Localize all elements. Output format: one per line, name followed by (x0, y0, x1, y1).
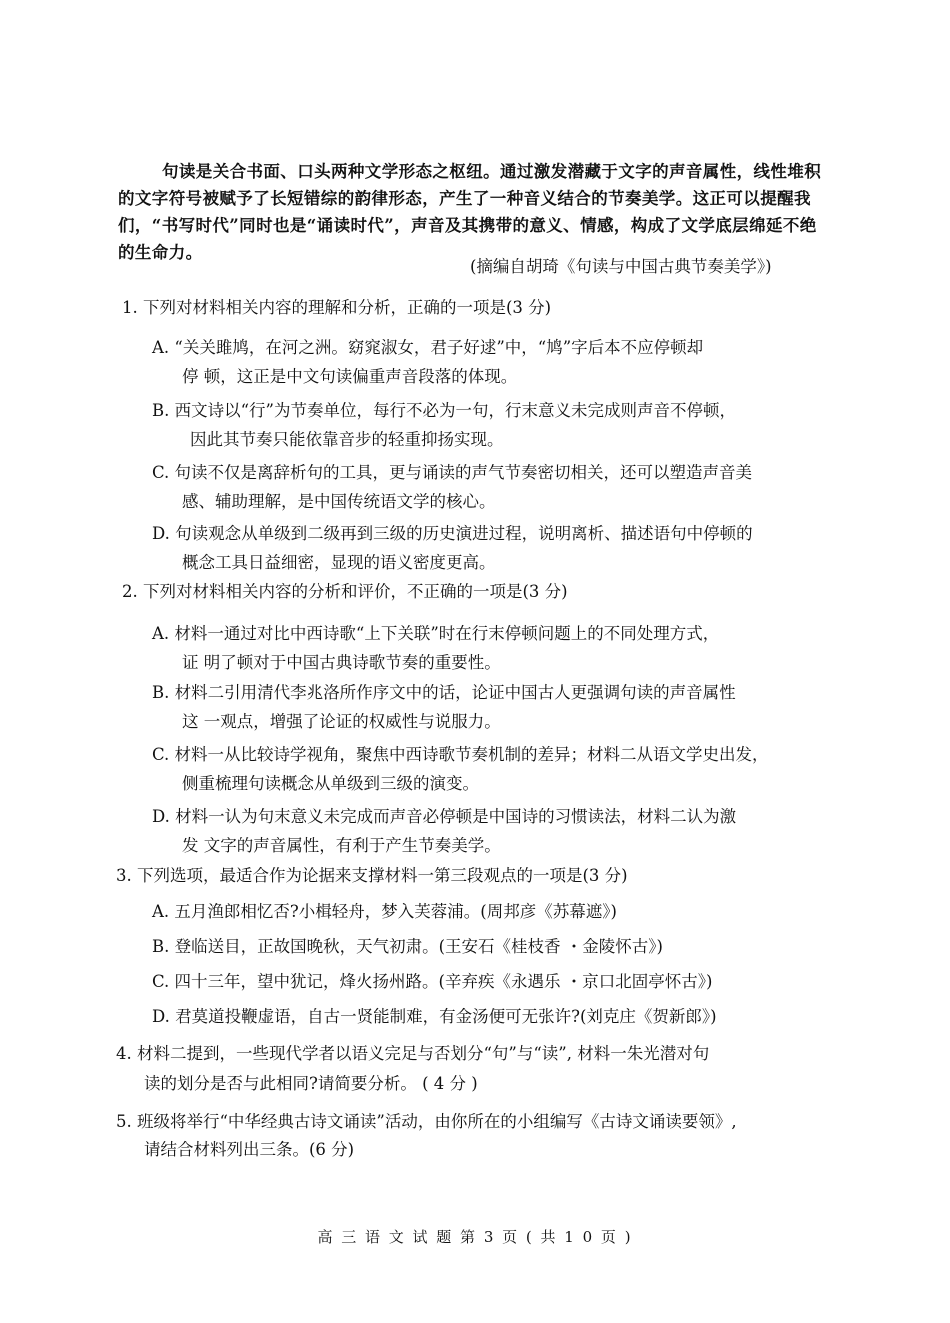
question-1-option-d (152, 519, 753, 577)
question-4-stem-line2: 读的划分是否与此相同?请简要分析。 ( 4 分 ) (144, 1074, 478, 1093)
option-line: C. 句读不仅是离辞析句的工具，更与诵读的声气节奏密切相关，还可以塑造声音美 (152, 463, 753, 482)
option-line: 概念工具日益细密，显现的语义密度更高。 (182, 553, 496, 572)
option-line: 感、辅助理解，是中国传统语文学的核心。 (182, 492, 496, 511)
question-5-stem: 5. 班级将举行“中华经典古诗文诵读”活动，由你所在的小组编写《古诗文诵读要领》, (116, 1112, 737, 1131)
question-3-option-b: B. 登临送目，正故国晚秋，天气初肃。(王安石《桂枝香 ・金陵怀古》) (152, 937, 663, 956)
option-line: A. “关关雎鸠，在河之洲。窈窕淑女，君子好逑”中，“鸠”字后本不应停顿却 (152, 338, 704, 357)
passage-text: 句读是关合书面、口头两种文学形态之枢纽。通过激发潜藏于文字的声音属性，线性堆积的文字符号被赋予了长短错综的韵律形态，产生了一种音义结合的节奏美学。这正可以提醒我们，“书写时代”同时也是“诵读时代”，声音及其携带的意义、情感，构成了文学底层绵延不绝的生命力。 (118, 162, 822, 262)
question-1-option-a (152, 333, 703, 391)
question-1-option-b (152, 396, 736, 454)
question-3-option-c: C. 四十三年，望中犹记，烽火扬州路。(辛弃疾《永遇乐 ・京口北固亭怀古》) (152, 972, 713, 991)
option-line: 停 顿，这正是中文句读偏重声音段落的体现。 (182, 367, 518, 386)
option-line: 因此其节奏只能依靠音步的轻重抑扬实现。 (190, 430, 504, 449)
question-3-option-d: D. 君莫道投鞭虚语，自古一贤能制难，有金汤便可无张许?(刘克庄《贺新郎》) (152, 1007, 717, 1026)
question-2-option-a (152, 619, 719, 677)
passage-source: (摘编自胡琦《句读与中国古典节奏美学》) (470, 257, 772, 276)
question-1-stem: 1. 下列对材料相关内容的理解和分析，正确的一项是(3 分) (122, 298, 552, 317)
option-line: 发 文字的声音属性，有利于产生节奏美学。 (182, 836, 501, 855)
option-line: A. 材料一通过对比中西诗歌“上下关联”时在行末停顿问题上的不同处理方式， (152, 624, 720, 643)
option-line: B. 西文诗以“行”为节奏单位，每行不必为一句，行末意义未完成则声音不停顿， (152, 401, 736, 420)
passage-paragraph (118, 158, 830, 266)
option-line: 这 一观点，增强了论证的权威性与说服力。 (182, 712, 501, 731)
question-1-option-c (152, 458, 752, 516)
question-3-stem: 3. 下列选项，最适合作为论据来支撑材料一第三段观点的一项是(3 分) (116, 866, 628, 885)
question-2-stem: 2. 下列对材料相关内容的分析和评价，不正确的一项是(3 分) (122, 582, 568, 601)
question-5-stem-line2: 请结合材料列出三条。(6 分) (144, 1140, 355, 1159)
question-2-option-b (152, 678, 736, 736)
option-line: 证 明了顿对于中国古典诗歌节奏的重要性。 (182, 653, 501, 672)
option-line: C. 材料一从比较诗学视角，聚焦中西诗歌节奏机制的差异；材料二从语文学史出发， (152, 745, 769, 764)
question-2-option-d (152, 802, 736, 860)
question-4-stem: 4. 材料二提到，一些现代学者以语义完足与否划分“句”与“读”, 材料一朱光潜对句 (116, 1044, 710, 1063)
option-line: D. 句读观念从单级到二级再到三级的历史演进过程，说明离析、描述语句中停顿的 (152, 524, 753, 543)
question-2-option-c (152, 740, 769, 798)
option-line: B. 材料二引用清代李兆洛所作序文中的话，论证中国古人更强调句读的声音属性 (152, 683, 736, 702)
page-footer: 高 三 语 文 试 题 第 3 页 ( 共 1 0 页 ) (317, 1228, 633, 1246)
option-line: 侧重梳理句读概念从单级到三级的演变。 (182, 774, 479, 793)
question-3-option-a: A. 五月渔郎相忆否?小楫轻舟，梦入芙蓉浦。(周邦彦《苏幕遮》) (152, 902, 617, 921)
option-line: D. 材料一认为句末意义未完成而声音必停顿是中国诗的习惯读法，材料二认为激 (152, 807, 737, 826)
